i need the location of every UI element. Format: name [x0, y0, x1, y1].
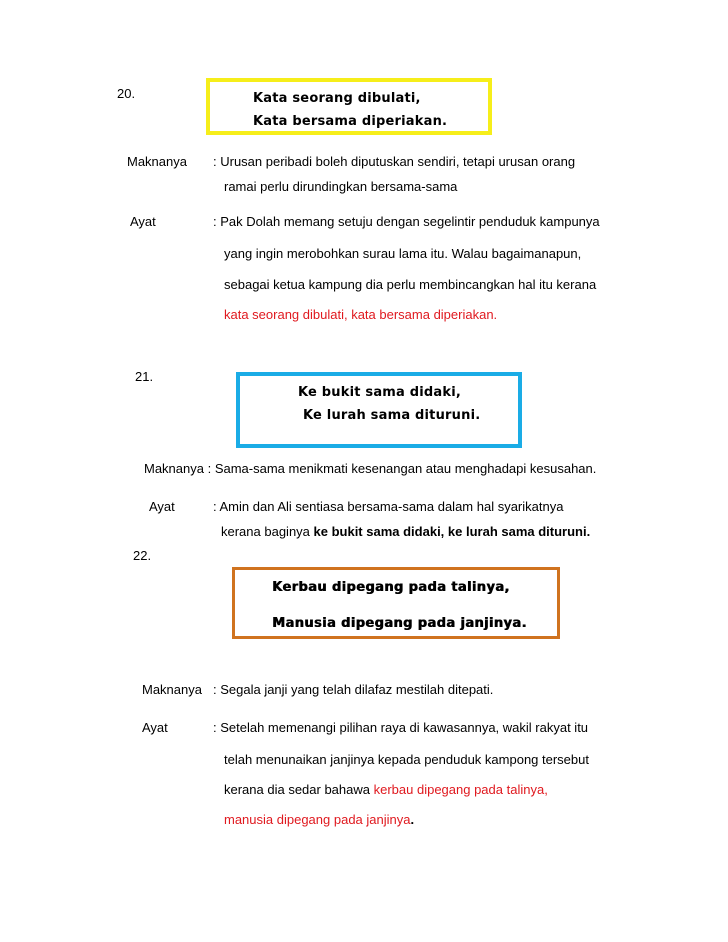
example-text [224, 812, 414, 827]
example-text: telah menunaikan janjinya kepada penduduk kampong tersebut [224, 752, 589, 767]
example-text: : Setelah memenangi pilihan raya di kawasannya, wakil rakyat itu [213, 720, 589, 735]
example-proverb-highlight: kata seorang dibulati, kata bersama diperiakan. [224, 307, 498, 322]
sentence-period: . [410, 812, 415, 827]
meaning-label: Maknanya [127, 154, 187, 169]
example-text: : Amin dan Ali sentiasa bersama-sama dalam hal syarikatnya [213, 499, 564, 514]
meaning-text: Maknanya : Sama-sama menikmati kesenangan atau menghadapi kesusahan. [144, 461, 597, 476]
example-text [221, 524, 590, 539]
proverb-line: Kata seorang dibulati, [253, 91, 421, 106]
meaning-text: ramai perlu dirundingkan bersama-sama [224, 179, 458, 194]
proverb-line: Kata bersama diperiakan. [253, 114, 448, 129]
example-proverb-bold: ke bukit sama didaki, ke lurah sama dituruni. [313, 524, 591, 539]
example-proverb-highlight: kerbau dipegang pada talinya, [373, 782, 548, 797]
example-label: Ayat [130, 214, 156, 229]
proverb-line: Manusia dipegang pada janjinya. [272, 616, 527, 631]
example-text: : Pak Dolah memang setuju dengan segelintir penduduk kampunya [213, 214, 600, 229]
proverb-line: Ke bukit sama didaki, [298, 385, 462, 400]
meaning-label: Maknanya [142, 682, 202, 697]
proverb-line: Kerbau dipegang pada talinya, [272, 580, 510, 595]
example-label: Ayat [149, 499, 175, 514]
entry-number: 21. [135, 369, 154, 384]
example-proverb-highlight: manusia dipegang pada janjinya [224, 812, 411, 827]
example-text-plain: kerana baginya [221, 524, 314, 539]
example-label: Ayat [142, 720, 168, 735]
example-text [224, 782, 548, 797]
proverb-line: Ke lurah sama dituruni. [303, 408, 481, 423]
entry-number: 22. [133, 548, 152, 563]
meaning-text: : Urusan peribadi boleh diputuskan sendiri, tetapi urusan orang [213, 154, 576, 169]
example-text: yang ingin merobohkan surau lama itu. Walau bagaimanapun, [224, 246, 582, 261]
entry-number: 20. [117, 86, 136, 101]
example-text: sebagai ketua kampung dia perlu membincangkan hal itu kerana [224, 277, 597, 292]
meaning-text: : Segala janji yang telah dilafaz mestilah ditepati. [213, 682, 494, 697]
example-text-plain: kerana dia sedar bahawa [224, 782, 374, 797]
